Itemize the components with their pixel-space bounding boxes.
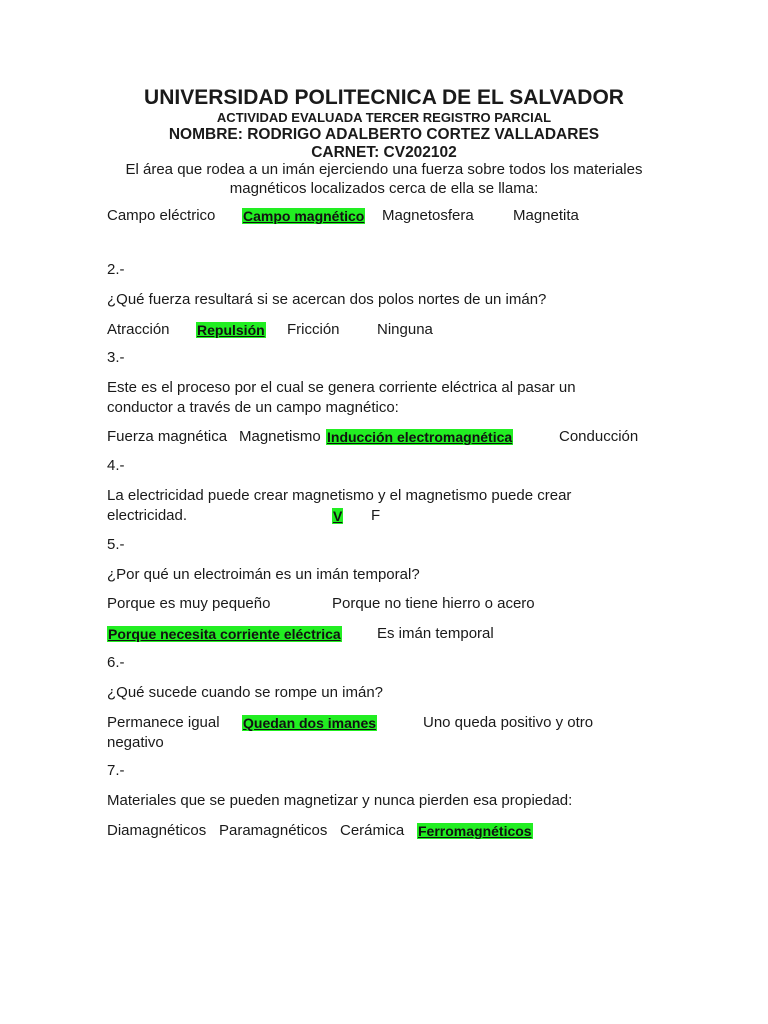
q6-answer-highlight bbox=[242, 713, 377, 734]
q5-answer: Porque necesita corriente eléctrica bbox=[108, 626, 341, 642]
q6-answer: Quedan dos imanes bbox=[243, 715, 377, 731]
q5-answer-highlight bbox=[107, 624, 342, 645]
q1-option-3: Magnetosfera bbox=[382, 207, 474, 224]
question-1-text-line1: El área que rodea a un imán ejerciendo una fuerza sobre todos los materiales bbox=[125, 161, 643, 178]
q6-option-1: Permanece igual bbox=[107, 714, 220, 731]
question-3-number: 3.- bbox=[107, 349, 125, 366]
question-4-text-line2: electricidad. bbox=[107, 507, 188, 524]
q3-option-2: Magnetismo bbox=[239, 428, 321, 445]
question-5-text: ¿Por qué un electroimán es un imán temporal? bbox=[107, 566, 420, 583]
q7-option-1: Diamagnéticos bbox=[107, 822, 207, 839]
question-2-number: 2.- bbox=[107, 261, 125, 278]
q2-answer-highlight bbox=[196, 320, 266, 341]
q3-option-1: Fuerza magnética bbox=[107, 428, 228, 445]
student-name: NOMBRE: RODRIGO ADALBERTO CORTEZ VALLADARES bbox=[168, 126, 600, 143]
q2-option-1: Atracción bbox=[107, 321, 170, 338]
q1-answer: Campo magnético bbox=[243, 208, 365, 224]
question-6-text: ¿Qué sucede cuando se rompe un imán? bbox=[107, 684, 383, 701]
question-4-text-line1: La electricidad puede crear magnetismo y el magnetismo puede crear bbox=[107, 487, 572, 504]
university-title: UNIVERSIDAD POLITECNICA DE EL SALVADOR bbox=[144, 86, 624, 109]
question-1-text bbox=[0, 160, 768, 198]
question-6-number: 6.- bbox=[107, 654, 125, 671]
q6-option-3-line2: negativo bbox=[107, 734, 164, 751]
activity-subtitle: ACTIVIDAD EVALUADA TERCER REGISTRO PARCIAL bbox=[216, 110, 552, 125]
question-3-text-line2: conductor a través de un campo magnético: bbox=[107, 399, 399, 416]
q4-option-2: F bbox=[371, 507, 381, 524]
q6-option-3-line1: Uno queda positivo y otro bbox=[423, 714, 594, 731]
q4-answer: V bbox=[333, 508, 343, 524]
q3-answer-highlight bbox=[326, 427, 513, 448]
question-7-number: 7.- bbox=[107, 762, 125, 779]
q7-answer: Ferromagnéticos bbox=[418, 823, 532, 839]
q2-answer: Repulsión bbox=[197, 322, 265, 338]
question-4-number: 4.- bbox=[107, 457, 125, 474]
question-5-number: 5.- bbox=[107, 536, 125, 553]
question-1-text-line2: magnéticos localizados cerca de ella se llama: bbox=[229, 180, 539, 197]
q5-option-2: Porque no tiene hierro o acero bbox=[332, 595, 535, 612]
q2-option-3: Fricción bbox=[287, 321, 340, 338]
q1-option-1: Campo eléctrico bbox=[107, 207, 216, 224]
q3-answer: Inducción electromagnética bbox=[327, 429, 513, 445]
q1-option-4: Magnetita bbox=[513, 207, 579, 224]
q7-option-2: Paramagnéticos bbox=[219, 822, 328, 839]
q5-option-4: Es imán temporal bbox=[377, 625, 494, 642]
q1-answer-highlight bbox=[242, 206, 365, 227]
q7-answer-highlight bbox=[417, 821, 533, 842]
student-carnet: CARNET: CV202102 bbox=[311, 144, 457, 161]
q5-option-1: Porque es muy pequeño bbox=[107, 595, 271, 612]
q3-option-4: Conducción bbox=[559, 428, 639, 445]
q2-option-4: Ninguna bbox=[377, 321, 433, 338]
q4-answer-highlight bbox=[332, 506, 343, 527]
question-3-text-line1: Este es el proceso por el cual se genera corriente eléctrica al pasar un bbox=[107, 379, 576, 396]
question-7-text: Materiales que se pueden magnetizar y nunca pierden esa propiedad: bbox=[107, 792, 573, 809]
question-2-text: ¿Qué fuerza resultará si se acercan dos polos nortes de un imán? bbox=[107, 291, 547, 308]
q7-option-3: Cerámica bbox=[340, 822, 405, 839]
